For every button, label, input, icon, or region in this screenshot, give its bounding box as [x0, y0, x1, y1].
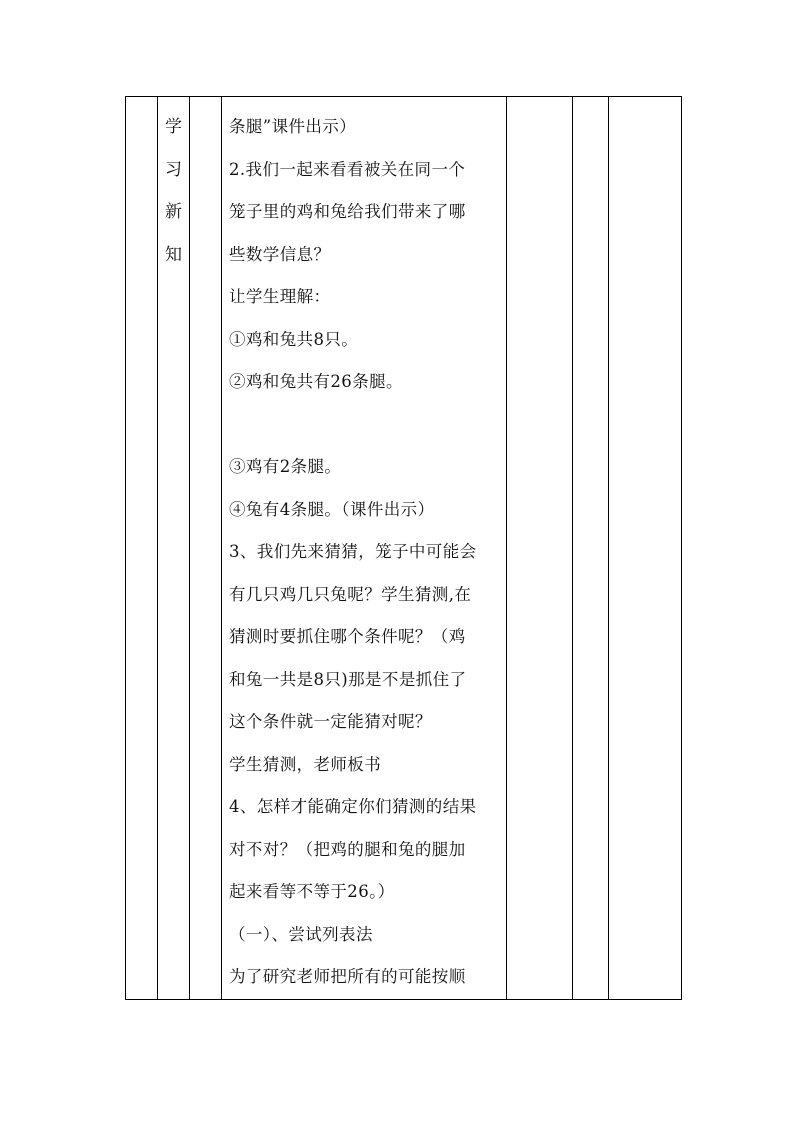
- content-line: 2.我们一起来看看被关在同一个: [229, 159, 466, 179]
- empty-column-7: [609, 97, 682, 1000]
- empty-column-1: [126, 97, 158, 1000]
- content-line: 4、怎样才能确定你们猜测的结果: [229, 797, 477, 816]
- content-line: 猜测时要抓住哪个条件呢？（鸡: [229, 627, 466, 646]
- content-line: 和兔一共是8只)那是不是抓住了: [229, 669, 467, 689]
- content-line: ②鸡和兔共有26条腿。: [229, 372, 403, 391]
- empty-column-6: [573, 97, 609, 1000]
- blank-line: [229, 404, 506, 447]
- empty-column-5: [507, 97, 573, 1000]
- section-label: [158, 97, 189, 276]
- section-label-char: 习: [165, 159, 182, 180]
- content-line: 笼子里的鸡和兔给我们带来了哪: [229, 202, 466, 221]
- teaching-content-cell: [222, 97, 507, 1000]
- content-line: ③鸡有2条腿。: [229, 457, 342, 476]
- content-line: 起来看等不等于26。）: [229, 882, 395, 901]
- content-line: ④兔有4条腿。（课件出示）: [229, 499, 435, 519]
- content-line: 为了研究老师把所有的可能按顺: [229, 967, 466, 986]
- content-line: 对不对？（把鸡的腿和兔的腿加: [229, 839, 466, 859]
- content-line: 有几只鸡几只兔呢？学生猜测,在: [229, 584, 472, 604]
- content-line: ①鸡和兔共8只。: [229, 329, 359, 349]
- teaching-content-text: [222, 97, 506, 999]
- content-line: 条腿”课件出示）: [229, 117, 357, 136]
- empty-column-3: [190, 97, 222, 1000]
- section-label-char: 学: [165, 117, 182, 137]
- section-label-char: 新: [165, 202, 182, 222]
- content-line: 学生猜测，老师板书: [229, 754, 382, 774]
- content-line: 让学生理解：: [229, 287, 331, 306]
- content-line: 这个条件就一定能猜对呢？: [229, 712, 432, 731]
- content-line: 些数学信息？: [229, 244, 331, 264]
- section-label-char: 知: [165, 244, 182, 265]
- table-row: [126, 97, 682, 1000]
- content-line: 3、我们先来猜猜，笼子中可能会: [229, 542, 477, 561]
- content-line: （一）、尝试列表法: [229, 924, 373, 944]
- section-label-cell: [158, 97, 190, 1000]
- lesson-plan-table: [125, 96, 682, 1000]
